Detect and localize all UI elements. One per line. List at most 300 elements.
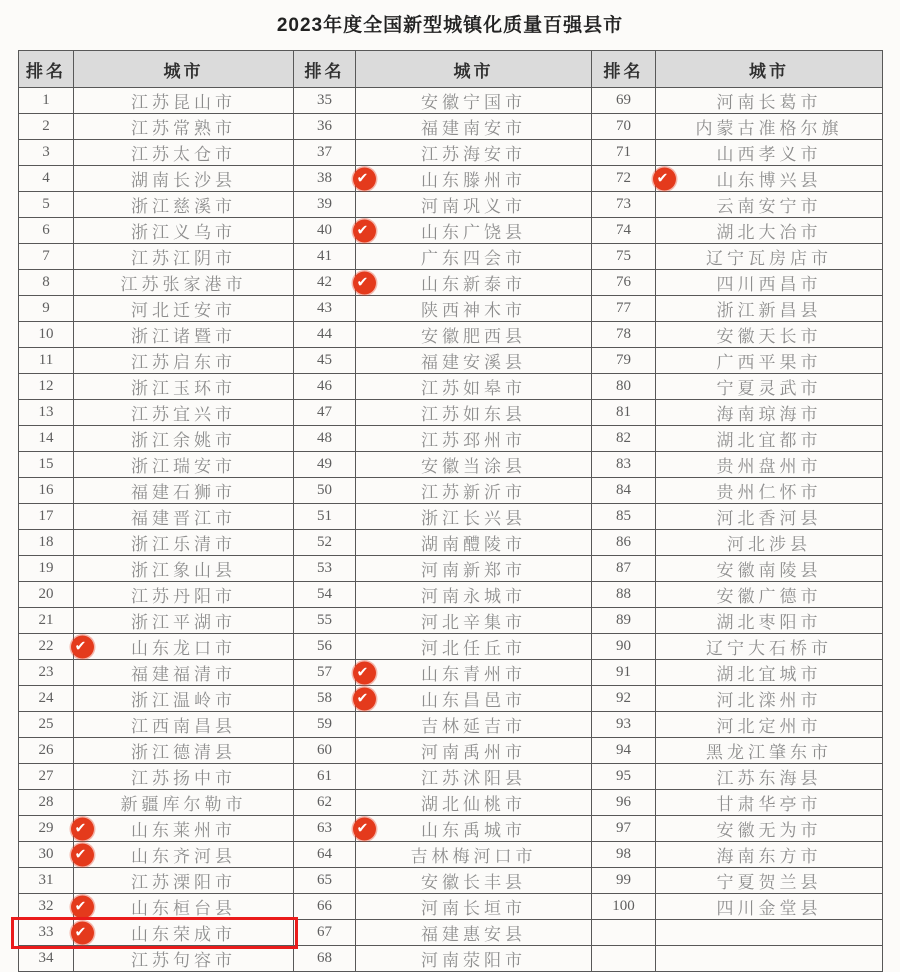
table-row bbox=[19, 842, 883, 868]
city-cell bbox=[356, 296, 592, 322]
rank-cell: 93 bbox=[592, 712, 656, 738]
city-name: 山东龙口市 bbox=[131, 639, 236, 658]
rank-cell: 85 bbox=[592, 504, 656, 530]
city-cell bbox=[74, 426, 294, 452]
city-cell bbox=[656, 790, 883, 816]
rank-header: 排名 bbox=[294, 51, 356, 88]
rank-cell: 13 bbox=[19, 400, 74, 426]
rank-cell: 15 bbox=[19, 452, 74, 478]
table-row bbox=[19, 686, 883, 712]
city-name: 河南荥阳市 bbox=[421, 951, 526, 970]
rank-cell: 48 bbox=[294, 426, 356, 452]
city-cell bbox=[356, 738, 592, 764]
rank-cell: 16 bbox=[19, 478, 74, 504]
city-header: 城市 bbox=[74, 51, 294, 88]
city-cell bbox=[656, 88, 883, 114]
rank-cell: 20 bbox=[19, 582, 74, 608]
table-row bbox=[19, 88, 883, 114]
city-name: 浙江乐清市 bbox=[131, 535, 236, 554]
rank-cell: 65 bbox=[294, 868, 356, 894]
city-cell bbox=[656, 374, 883, 400]
city-name: 河南长葛市 bbox=[716, 93, 822, 112]
check-badge-icon: ✔ bbox=[71, 635, 94, 658]
city-name: 浙江余姚市 bbox=[131, 431, 236, 450]
city-name: 海南琼海市 bbox=[716, 405, 822, 424]
check-badge-icon: ✔ bbox=[353, 167, 376, 190]
city-cell bbox=[356, 790, 592, 816]
city-name: 福建南安市 bbox=[421, 119, 526, 138]
city-name: 安徽当涂县 bbox=[421, 457, 526, 476]
city-name: 福建惠安县 bbox=[421, 925, 526, 944]
city-name: 四川金堂县 bbox=[716, 899, 822, 918]
city-cell bbox=[356, 270, 592, 296]
city-cell bbox=[74, 452, 294, 478]
city-cell bbox=[356, 192, 592, 218]
city-cell bbox=[656, 816, 883, 842]
rank-cell: 57 bbox=[294, 660, 356, 686]
city-name: 浙江平湖市 bbox=[131, 613, 236, 632]
city-name: 山东桓台县 bbox=[131, 899, 236, 918]
table-row bbox=[19, 608, 883, 634]
rank-cell: 61 bbox=[294, 764, 356, 790]
city-name: 陕西神木市 bbox=[421, 301, 526, 320]
city-cell bbox=[356, 504, 592, 530]
city-name: 福建福清市 bbox=[131, 665, 236, 684]
city-cell bbox=[74, 374, 294, 400]
city-name: 河南巩义市 bbox=[421, 197, 526, 216]
rank-cell: 43 bbox=[294, 296, 356, 322]
city-name: 河北香河县 bbox=[716, 509, 822, 528]
rank-cell: 59 bbox=[294, 712, 356, 738]
city-cell bbox=[656, 634, 883, 660]
city-cell bbox=[656, 348, 883, 374]
city-cell bbox=[656, 686, 883, 712]
rank-cell: 100 bbox=[592, 894, 656, 920]
city-name: 广东四会市 bbox=[421, 249, 526, 268]
rank-cell: 41 bbox=[294, 244, 356, 270]
city-name: 山东广饶县 bbox=[421, 223, 526, 242]
rank-cell: 23 bbox=[19, 660, 74, 686]
rank-cell: 11 bbox=[19, 348, 74, 374]
city-cell bbox=[656, 296, 883, 322]
city-name: 浙江义乌市 bbox=[131, 223, 236, 242]
city-cell bbox=[74, 738, 294, 764]
city-name: 湖南长沙县 bbox=[131, 171, 236, 190]
city-cell bbox=[656, 530, 883, 556]
city-name: 江苏张家港市 bbox=[120, 275, 247, 294]
rank-cell: 50 bbox=[294, 478, 356, 504]
check-badge-icon: ✔ bbox=[353, 219, 376, 242]
table-row bbox=[19, 296, 883, 322]
table-row bbox=[19, 166, 883, 192]
city-cell bbox=[356, 166, 592, 192]
city-cell bbox=[74, 530, 294, 556]
city-cell bbox=[356, 686, 592, 712]
city-cell bbox=[74, 140, 294, 166]
rank-cell: 26 bbox=[19, 738, 74, 764]
city-cell bbox=[356, 660, 592, 686]
rank-cell: 83 bbox=[592, 452, 656, 478]
city-cell bbox=[656, 868, 883, 894]
rank-cell: 53 bbox=[294, 556, 356, 582]
rank-cell: 64 bbox=[294, 842, 356, 868]
city-name: 江苏海安市 bbox=[421, 145, 526, 164]
city-name: 湖南醴陵市 bbox=[421, 535, 526, 554]
rank-cell: 40 bbox=[294, 218, 356, 244]
city-name: 安徽肥西县 bbox=[421, 327, 526, 346]
rank-cell: 45 bbox=[294, 348, 356, 374]
rank-cell: 99 bbox=[592, 868, 656, 894]
city-cell bbox=[356, 816, 592, 842]
city-cell bbox=[356, 530, 592, 556]
rank-cell: 70 bbox=[592, 114, 656, 140]
check-badge-icon: ✔ bbox=[71, 895, 94, 918]
city-cell bbox=[656, 504, 883, 530]
city-cell bbox=[74, 686, 294, 712]
city-name: 江苏如皋市 bbox=[421, 379, 526, 398]
city-cell bbox=[656, 738, 883, 764]
table-row bbox=[19, 400, 883, 426]
city-cell bbox=[356, 764, 592, 790]
rank-cell: 4 bbox=[19, 166, 74, 192]
city-cell bbox=[656, 114, 883, 140]
rank-cell: 21 bbox=[19, 608, 74, 634]
rank-cell: 71 bbox=[592, 140, 656, 166]
rank-cell: 96 bbox=[592, 790, 656, 816]
city-name: 甘肃华亭市 bbox=[716, 795, 822, 814]
city-cell bbox=[74, 582, 294, 608]
city-name: 河北涉县 bbox=[727, 535, 811, 554]
city-cell bbox=[356, 634, 592, 660]
rank-cell: 28 bbox=[19, 790, 74, 816]
city-name: 江苏昆山市 bbox=[131, 93, 236, 112]
rank-cell: 42 bbox=[294, 270, 356, 296]
rank-cell: 39 bbox=[294, 192, 356, 218]
city-cell bbox=[356, 322, 592, 348]
rank-cell: 66 bbox=[294, 894, 356, 920]
check-badge-icon: ✔ bbox=[353, 661, 376, 684]
rank-cell: 22 bbox=[19, 634, 74, 660]
city-name: 安徽长丰县 bbox=[421, 873, 526, 892]
city-cell bbox=[74, 608, 294, 634]
city-cell bbox=[656, 660, 883, 686]
city-name: 江苏东海县 bbox=[716, 769, 822, 788]
rank-cell: 56 bbox=[294, 634, 356, 660]
city-name: 山东莱州市 bbox=[131, 821, 236, 840]
city-name: 贵州盘州市 bbox=[716, 457, 822, 476]
rank-cell: 31 bbox=[19, 868, 74, 894]
rank-cell bbox=[592, 946, 656, 972]
table-row bbox=[19, 634, 883, 660]
city-cell bbox=[356, 556, 592, 582]
table-row bbox=[19, 790, 883, 816]
city-cell bbox=[74, 556, 294, 582]
rank-cell: 36 bbox=[294, 114, 356, 140]
city-cell bbox=[74, 244, 294, 270]
city-cell bbox=[356, 478, 592, 504]
rank-cell: 30 bbox=[19, 842, 74, 868]
rank-cell: 54 bbox=[294, 582, 356, 608]
city-name: 贵州仁怀市 bbox=[716, 483, 822, 502]
city-name: 江苏宜兴市 bbox=[131, 405, 236, 424]
rank-cell: 91 bbox=[592, 660, 656, 686]
city-name: 宁夏贺兰县 bbox=[716, 873, 822, 892]
city-cell bbox=[356, 114, 592, 140]
city-name: 安徽南陵县 bbox=[716, 561, 822, 580]
city-name: 浙江慈溪市 bbox=[131, 197, 236, 216]
rank-header: 排名 bbox=[19, 51, 74, 88]
rank-cell: 7 bbox=[19, 244, 74, 270]
city-name: 河南永城市 bbox=[421, 587, 526, 606]
city-name: 河北迁安市 bbox=[131, 301, 236, 320]
rank-cell: 32 bbox=[19, 894, 74, 920]
city-name: 江苏常熟市 bbox=[131, 119, 236, 138]
city-name: 江苏沭阳县 bbox=[421, 769, 526, 788]
rank-cell: 81 bbox=[592, 400, 656, 426]
city-cell bbox=[656, 426, 883, 452]
table-row bbox=[19, 114, 883, 140]
rank-cell: 38 bbox=[294, 166, 356, 192]
city-name: 河北定州市 bbox=[716, 717, 822, 736]
table-row bbox=[19, 348, 883, 374]
table-row bbox=[19, 660, 883, 686]
table-row bbox=[19, 244, 883, 270]
rank-cell: 49 bbox=[294, 452, 356, 478]
rank-cell: 1 bbox=[19, 88, 74, 114]
city-cell bbox=[74, 166, 294, 192]
city-name: 江苏扬中市 bbox=[131, 769, 236, 788]
city-cell bbox=[356, 712, 592, 738]
city-cell bbox=[74, 478, 294, 504]
rank-cell: 78 bbox=[592, 322, 656, 348]
rank-cell: 18 bbox=[19, 530, 74, 556]
rank-cell: 51 bbox=[294, 504, 356, 530]
table-row bbox=[19, 556, 883, 582]
city-cell bbox=[656, 582, 883, 608]
rank-cell: 73 bbox=[592, 192, 656, 218]
city-name: 山东昌邑市 bbox=[421, 691, 526, 710]
city-name: 江苏邳州市 bbox=[421, 431, 526, 450]
rank-cell: 79 bbox=[592, 348, 656, 374]
city-name: 河南新郑市 bbox=[421, 561, 526, 580]
city-cell bbox=[356, 140, 592, 166]
table-row bbox=[19, 816, 883, 842]
rank-cell: 67 bbox=[294, 920, 356, 946]
table-row bbox=[19, 894, 883, 920]
rank-cell: 74 bbox=[592, 218, 656, 244]
table-row bbox=[19, 868, 883, 894]
city-cell bbox=[656, 478, 883, 504]
city-cell bbox=[356, 348, 592, 374]
city-cell bbox=[74, 920, 294, 946]
rank-cell: 92 bbox=[592, 686, 656, 712]
table-row bbox=[19, 270, 883, 296]
rank-cell: 46 bbox=[294, 374, 356, 400]
city-name: 浙江瑞安市 bbox=[131, 457, 236, 476]
rank-header: 排名 bbox=[592, 51, 656, 88]
rank-cell: 72 bbox=[592, 166, 656, 192]
table-row bbox=[19, 322, 883, 348]
rank-cell: 37 bbox=[294, 140, 356, 166]
city-cell bbox=[656, 712, 883, 738]
city-cell bbox=[656, 400, 883, 426]
rank-cell: 76 bbox=[592, 270, 656, 296]
rank-cell: 12 bbox=[19, 374, 74, 400]
city-name: 新疆库尔勒市 bbox=[120, 795, 247, 814]
city-cell bbox=[356, 842, 592, 868]
check-badge-icon: ✔ bbox=[71, 921, 94, 944]
rank-cell: 25 bbox=[19, 712, 74, 738]
rank-cell: 55 bbox=[294, 608, 356, 634]
rank-cell: 3 bbox=[19, 140, 74, 166]
table-row bbox=[19, 712, 883, 738]
city-name: 吉林延吉市 bbox=[421, 717, 526, 736]
table-row bbox=[19, 764, 883, 790]
rank-cell bbox=[592, 920, 656, 946]
city-name: 江苏丹阳市 bbox=[131, 587, 236, 606]
city-cell bbox=[74, 660, 294, 686]
city-cell bbox=[356, 920, 592, 946]
city-name: 安徽广德市 bbox=[716, 587, 822, 606]
table-row bbox=[19, 218, 883, 244]
check-badge-icon: ✔ bbox=[653, 167, 676, 190]
city-cell bbox=[656, 192, 883, 218]
city-cell bbox=[656, 140, 883, 166]
city-name: 江西南昌县 bbox=[131, 717, 236, 736]
city-cell bbox=[74, 88, 294, 114]
city-name: 海南东方市 bbox=[716, 847, 822, 866]
city-cell bbox=[74, 270, 294, 296]
rank-cell: 44 bbox=[294, 322, 356, 348]
rank-cell: 24 bbox=[19, 686, 74, 712]
city-cell bbox=[356, 946, 592, 972]
city-name: 江苏溧阳市 bbox=[131, 873, 236, 892]
rank-cell: 34 bbox=[19, 946, 74, 972]
city-name: 宁夏灵武市 bbox=[716, 379, 822, 398]
table-row bbox=[19, 140, 883, 166]
city-name: 山东新泰市 bbox=[421, 275, 526, 294]
rank-cell: 60 bbox=[294, 738, 356, 764]
rank-cell: 6 bbox=[19, 218, 74, 244]
rank-cell: 8 bbox=[19, 270, 74, 296]
rank-cell: 68 bbox=[294, 946, 356, 972]
city-cell bbox=[356, 452, 592, 478]
rank-cell: 58 bbox=[294, 686, 356, 712]
city-name: 浙江温岭市 bbox=[131, 691, 236, 710]
table-row bbox=[19, 452, 883, 478]
table-row bbox=[19, 920, 883, 946]
city-name: 福建晋江市 bbox=[131, 509, 236, 528]
city-cell bbox=[74, 712, 294, 738]
city-cell bbox=[74, 764, 294, 790]
table-row bbox=[19, 946, 883, 972]
city-name: 山东禹城市 bbox=[421, 821, 526, 840]
city-name: 山东滕州市 bbox=[421, 171, 526, 190]
city-name: 江苏如东县 bbox=[421, 405, 526, 424]
city-name: 河北任丘市 bbox=[421, 639, 526, 658]
rank-cell: 89 bbox=[592, 608, 656, 634]
rank-cell: 84 bbox=[592, 478, 656, 504]
check-badge-icon: ✔ bbox=[353, 817, 376, 840]
city-name: 江苏新沂市 bbox=[421, 483, 526, 502]
city-name: 江苏启东市 bbox=[131, 353, 236, 372]
city-cell bbox=[74, 400, 294, 426]
city-name: 山东荣成市 bbox=[131, 925, 236, 944]
rank-cell: 86 bbox=[592, 530, 656, 556]
check-badge-icon: ✔ bbox=[71, 843, 94, 866]
rank-cell: 77 bbox=[592, 296, 656, 322]
city-cell bbox=[356, 894, 592, 920]
rank-cell: 35 bbox=[294, 88, 356, 114]
rank-cell: 47 bbox=[294, 400, 356, 426]
table-body bbox=[19, 88, 883, 972]
ranking-table-container bbox=[18, 50, 882, 972]
city-name: 浙江象山县 bbox=[131, 561, 236, 580]
rank-cell: 2 bbox=[19, 114, 74, 140]
city-name: 山东齐河县 bbox=[131, 847, 236, 866]
rank-cell: 14 bbox=[19, 426, 74, 452]
rank-cell: 19 bbox=[19, 556, 74, 582]
city-cell bbox=[74, 218, 294, 244]
city-name: 河南长垣市 bbox=[421, 899, 526, 918]
city-cell bbox=[656, 894, 883, 920]
city-cell bbox=[74, 322, 294, 348]
city-name: 广西平果市 bbox=[716, 353, 822, 372]
city-name: 四川西昌市 bbox=[716, 275, 822, 294]
city-cell bbox=[656, 270, 883, 296]
check-badge-icon: ✔ bbox=[71, 817, 94, 840]
city-name: 辽宁大石桥市 bbox=[706, 639, 832, 658]
city-cell bbox=[656, 244, 883, 270]
table-row bbox=[19, 582, 883, 608]
rank-cell: 5 bbox=[19, 192, 74, 218]
city-cell bbox=[656, 218, 883, 244]
city-name: 安徽无为市 bbox=[716, 821, 822, 840]
check-badge-icon: ✔ bbox=[353, 271, 376, 294]
page-title: 2023年度全国新型城镇化质量百强县市 bbox=[276, 15, 624, 36]
city-name: 山东青州市 bbox=[421, 665, 526, 684]
city-name: 河北辛集市 bbox=[421, 613, 526, 632]
city-name: 湖北大冶市 bbox=[716, 223, 822, 242]
city-name: 浙江德清县 bbox=[131, 743, 236, 762]
city-cell bbox=[356, 868, 592, 894]
city-cell bbox=[356, 400, 592, 426]
rank-cell: 63 bbox=[294, 816, 356, 842]
table-row bbox=[19, 530, 883, 556]
city-header: 城市 bbox=[356, 51, 592, 88]
rank-cell: 82 bbox=[592, 426, 656, 452]
city-name: 山东博兴县 bbox=[716, 171, 822, 190]
rank-cell: 97 bbox=[592, 816, 656, 842]
check-badge-icon: ✔ bbox=[353, 687, 376, 710]
rank-cell: 27 bbox=[19, 764, 74, 790]
table-row bbox=[19, 374, 883, 400]
rank-cell: 33 bbox=[19, 920, 74, 946]
city-cell bbox=[74, 348, 294, 374]
city-cell bbox=[74, 790, 294, 816]
city-cell bbox=[656, 764, 883, 790]
rank-cell: 90 bbox=[592, 634, 656, 660]
city-cell bbox=[74, 192, 294, 218]
city-cell bbox=[356, 244, 592, 270]
city-cell bbox=[74, 946, 294, 972]
city-cell bbox=[356, 426, 592, 452]
city-name: 内蒙古准格尔旗 bbox=[695, 119, 843, 138]
city-name: 辽宁瓦房店市 bbox=[706, 249, 832, 268]
city-name: 吉林梅河口市 bbox=[410, 847, 537, 866]
header-row bbox=[19, 51, 883, 88]
rank-cell: 88 bbox=[592, 582, 656, 608]
